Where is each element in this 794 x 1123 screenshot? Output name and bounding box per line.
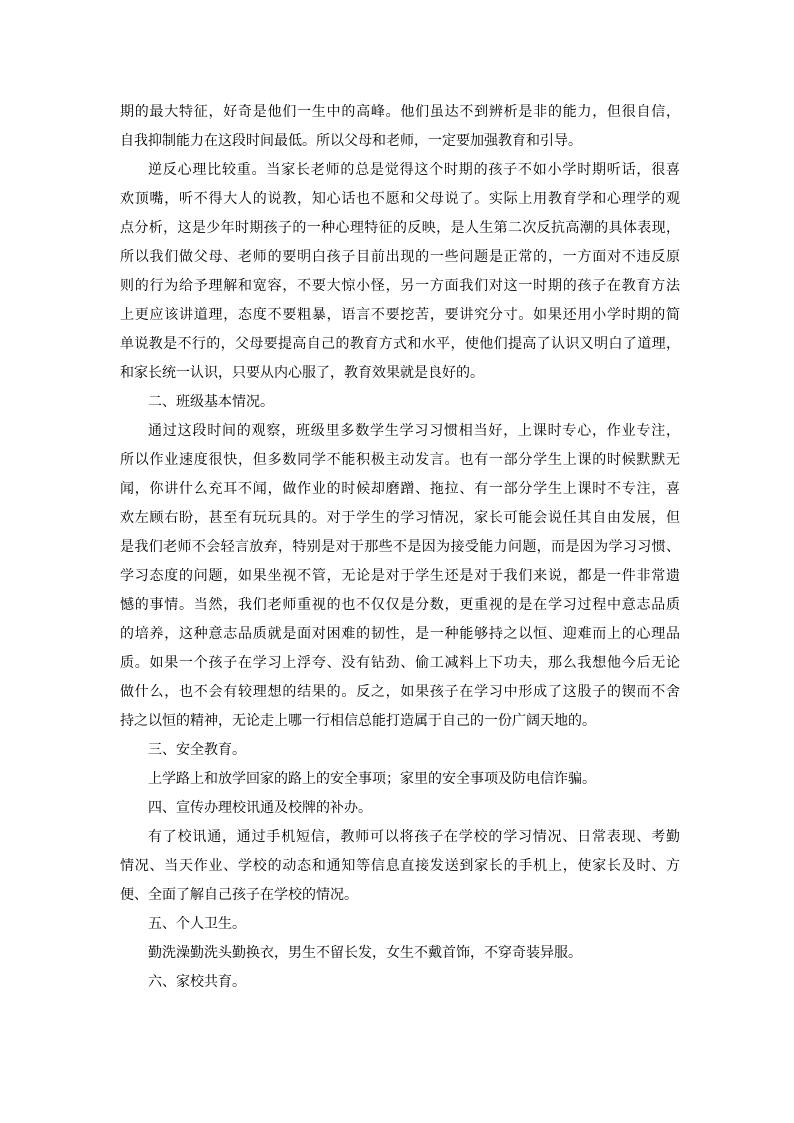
body-text-line: 和家长统一认识，只要从内心服了，教育效果就是良好的。 [120, 365, 484, 381]
section-heading-hygiene: 五、个人卫生。 [148, 916, 246, 932]
body-text-line: 自我抑制能力在这段时间最低。所以父母和老师，一定要加强教育和引导。 [120, 133, 582, 149]
body-text-line: 期的最大特征，好奇是他们一生中的高峰。他们虽达不到辨析是非的能力，但很自信， [120, 104, 680, 120]
body-text-line: 持之以恒的精神，无论走上哪一行相信总能打造属于自己的一份广阔天地的。 [120, 713, 596, 729]
body-text-line: 点分析，这是少年时期孩子的一种心理特征的反映，是人生第二次反抗高潮的具体表现， [120, 220, 680, 236]
body-text-line: 做什么，也不会有较理想的结果的。反之，如果孩子在学习中形成了这股子的锲而不舍 [120, 684, 680, 700]
section-heading-class-situation: 二、班级基本情况。 [148, 394, 274, 410]
body-text-line: 憾的事情。当然，我们老师重视的也不仅仅是分数，更重视的是在学习过程中意志品质 [120, 597, 680, 613]
body-text-line: 质。如果一个孩子在学习上浮夸、没有钻劲、偷工减料上下功夫，那么我想他今后无论 [120, 655, 680, 671]
paragraph-first-line: 上学路上和放学回家的路上的安全事项；家里的安全事项及防电信诈骗。 [148, 771, 596, 787]
body-text-line: 情况、当天作业、学校的动态和通知等信息直接发送到家长的手机上，使家长及时、方 [120, 858, 680, 874]
paragraph-first-line: 勤洗澡勤洗头勤换衣，男生不留长发，女生不戴首饰，不穿奇装异服。 [148, 945, 582, 961]
body-text-line: 欢左顾右盼，甚至有玩玩具的。对于学生的学习情况，家长可能会说任其自由发展，但 [120, 510, 680, 526]
body-text-line: 所以作业速度很快，但多数同学不能积极主动发言。也有一部分学生上课的时候默默无 [120, 452, 680, 468]
document-body [120, 98, 680, 997]
body-text-line: 是我们老师不会轻言放弃，特别是对于那些不是因为接受能力问题，而是因为学习习惯、 [120, 539, 680, 555]
section-heading-home-school: 六、家校共育。 [148, 974, 246, 990]
section-heading-safety: 三、安全教育。 [148, 742, 246, 758]
body-text-line: 上更应该讲道理，态度不要粗暴，语言不要挖苦，要讲究分寸。如果还用小学时期的简 [120, 307, 680, 323]
body-text-line: 学习态度的问题，如果坐视不管，无论是对于学生还是对于我们来说，都是一件非常遗 [120, 568, 680, 584]
body-text-line: 的培养，这种意志品质就是面对困难的韧性，是一种能够持之以恒、迎难而上的心理品 [120, 626, 680, 642]
section-heading-school-messaging: 四、宣传办理校讯通及校牌的补办。 [148, 800, 372, 816]
body-text-line: 欢顶嘴，听不得大人的说教，知心话也不愿和父母说了。实际上用教育学和心理学的观 [120, 191, 680, 207]
paragraph-first-line: 有了校讯通，通过手机短信，教师可以将孩子在学校的学习情况、日常表现、考勤 [148, 829, 680, 845]
paragraph-first-line: 逆反心理比较重。当家长老师的总是觉得这个时期的孩子不如小学时期听话，很喜 [148, 162, 680, 178]
body-text-line: 便、全面了解自己孩子在学校的情况。 [120, 887, 358, 903]
body-text-line: 单说教是不行的，父母要提高自己的教育方式和水平，使他们提高了认识又明白了道理， [120, 336, 680, 352]
paragraph-first-line: 通过这段时间的观察，班级里多数学生学习习惯相当好，上课时专心，作业专注， [148, 423, 680, 439]
body-text-line: 闻，你讲什么充耳不闻，做作业的时候却磨蹭、拖拉、有一部分学生上课时不专注，喜 [120, 481, 680, 497]
body-text-line: 所以我们做父母、老师的要明白孩子目前出现的一些问题是正常的，一方面对不违反原 [120, 249, 680, 265]
body-text-line: 则的行为给予理解和宽容，不要大惊小怪，另一方面我们对这一时期的孩子在教育方法 [120, 278, 680, 294]
